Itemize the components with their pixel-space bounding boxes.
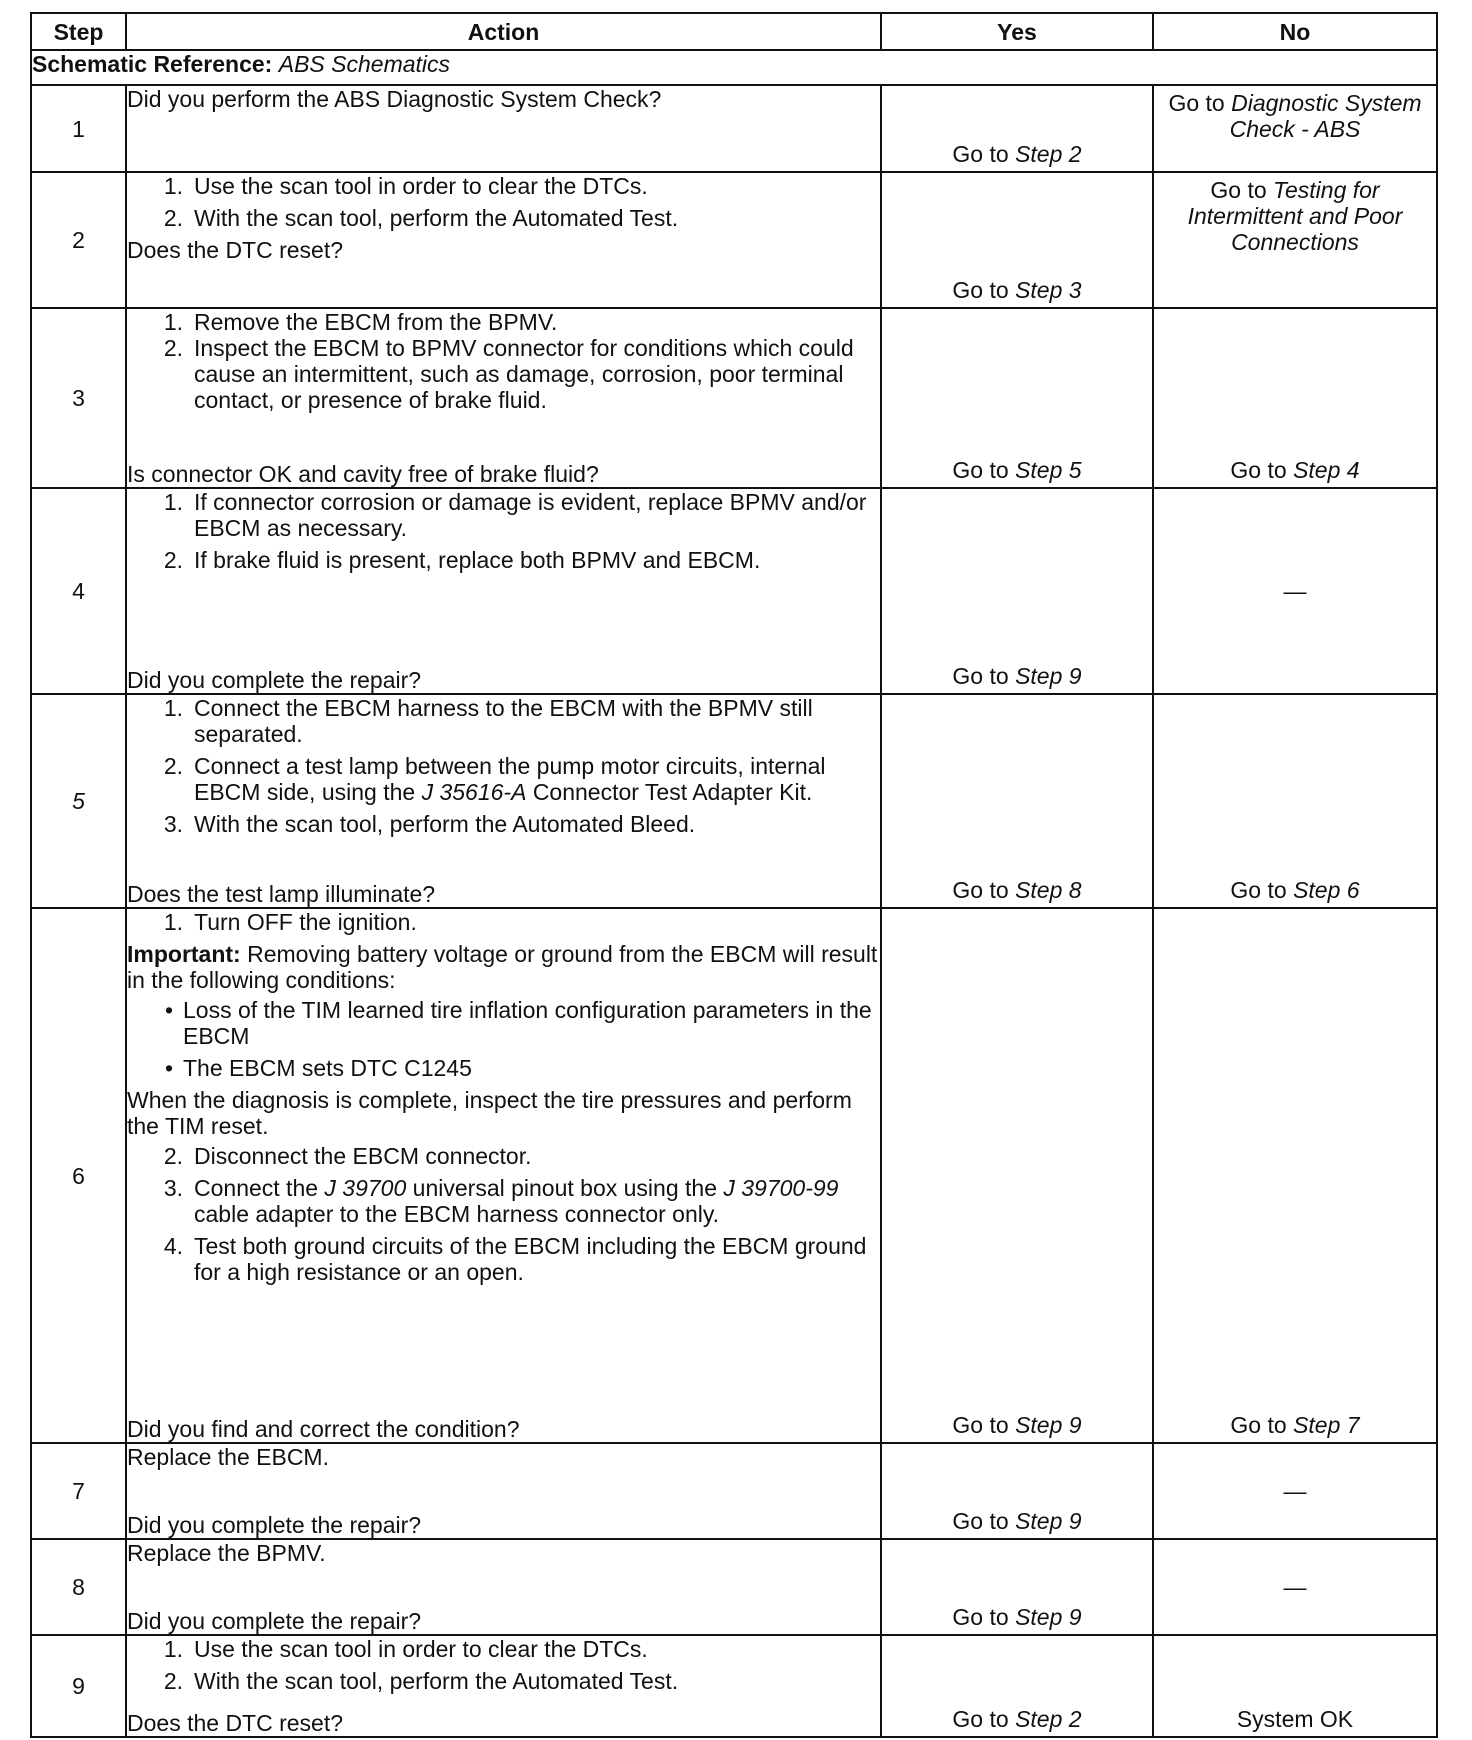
important-note: Important: Removing battery voltage or ground from the EBCM will result in the following conditions: [127,941,878,993]
list-item: 3. With the scan tool, perform the Automated Bleed. [163,811,696,837]
question-text: Did you perform the ABS Diagnostic System Check? [127,86,662,112]
no-cell [1153,1635,1437,1737]
yes-cell [881,1539,1153,1635]
schematic-row [31,50,1437,85]
list-item: 3. Connect the J 39700 universal pinout box using the J 39700-99 cable adapter to the EBCM harness connector only. [163,1175,839,1227]
no-goto[interactable] [1162,90,1428,142]
list-item: 2. Connect a test lamp between the pump motor circuits, internal EBCM side, using the J 35616-A Connector Test Adapter Kit. [163,753,826,805]
no-cell [1153,1443,1437,1539]
na-dash: — [1283,578,1307,604]
no-goto[interactable]: Go to Step 7 [1230,1412,1360,1438]
step-number: 5 [31,694,126,908]
header-no: No [1153,13,1437,50]
list-item: 1. Turn OFF the ignition. [163,909,417,935]
na-dash: — [1283,1574,1307,1600]
yes-cell [881,908,1153,1443]
table-row [31,1635,1437,1737]
tool-reference: J 39700-99 [723,1175,839,1201]
list-item: 2. If brake fluid is present, replace both BPMV and EBCM. [163,547,761,573]
action-cell [126,694,881,908]
list-item: 2. With the scan tool, perform the Automated Test. [163,205,679,231]
no-cell [1153,694,1437,908]
yes-cell [881,488,1153,694]
yes-goto[interactable]: Go to Step 8 [952,877,1082,903]
step-number: 9 [31,1635,126,1737]
na-dash: — [1283,1478,1307,1504]
no-goto[interactable]: Go to Step 4 [1230,457,1360,483]
table-row [31,85,1437,172]
table-row [31,1443,1437,1539]
action-cell [126,1539,881,1635]
yes-cell [881,694,1153,908]
list-item: 2. Inspect the EBCM to BPMV connector for conditions which could cause an intermittent, such as damage, corrosion, poor terminal contact, or presence of brake fluid. [163,335,854,413]
yes-goto[interactable] [890,141,1144,167]
header-action: Action [126,13,881,50]
list-item: 1. Use the scan tool in order to clear the DTCs. [163,173,648,199]
no-cell [1153,308,1437,488]
action-cell [126,1635,881,1737]
no-cell [1153,1539,1437,1635]
yes-goto[interactable]: Go to Step 9 [952,1604,1082,1630]
list-item: 1. If connector corrosion or damage is evident, replace BPMV and/or EBCM as necessary. [163,489,867,541]
list-item: 2. Disconnect the EBCM connector. [163,1143,532,1169]
no-cell [1153,172,1437,308]
action-cell [126,1443,881,1539]
table-row [31,908,1437,1443]
step-number: 2 [31,172,126,308]
goto-target: Step 2 [1015,141,1082,167]
question-text: Did you complete the repair? [127,1512,422,1538]
bullet-item: • The EBCM sets DTC C1245 [164,1055,472,1081]
action-cell [126,172,881,308]
table-row [31,308,1437,488]
question-text: Is connector OK and cavity free of brake fluid? [127,461,599,487]
no-cell [1153,908,1437,1443]
schematic-label: Schematic Reference: [32,51,273,77]
note-text: When the diagnosis is complete, inspect the tire pressures and perform the TIM reset. [127,1087,852,1139]
yes-goto[interactable]: Go to Step 5 [952,457,1082,483]
no-cell [1153,488,1437,694]
table-row [31,172,1437,308]
no-goto[interactable]: Go to Step 6 [1230,877,1360,903]
goto-target: Diagnostic System Check - ABS [1229,90,1422,142]
list-item: 1. Remove the EBCM from the BPMV. [163,309,558,335]
tool-reference: J 39700 [324,1175,407,1201]
action-cell [126,908,881,1443]
tool-reference: J 35616-A [421,779,527,805]
question-text: Did you complete the repair? [127,1608,422,1634]
yes-cell [881,172,1153,308]
instruction-text: Replace the BPMV. [127,1540,326,1566]
yes-goto[interactable]: Go to Step 9 [952,663,1082,689]
yes-cell [881,308,1153,488]
list-item: 1. Connect the EBCM harness to the EBCM with the BPMV still separated. [163,695,813,747]
no-cell [1153,85,1437,172]
step-number: 3 [31,308,126,488]
diagnostic-table [30,12,1438,1738]
yes-goto[interactable]: Go to Step 2 [952,1706,1082,1732]
no-goto[interactable]: Go to Testing for Intermittent and Poor Connections [1187,177,1403,255]
question-text: Did you find and correct the condition? [127,1416,520,1442]
list-item: 1. Use the scan tool in order to clear the DTCs. [163,1636,648,1662]
step-number: 7 [31,1443,126,1539]
action-cell [126,85,881,172]
list-item: 4. Test both ground circuits of the EBCM including the EBCM ground for a high resistance or an open. [163,1233,867,1285]
table-row [31,1539,1437,1635]
goto-label: Go to [952,141,1009,167]
bullet-item: • Loss of the TIM learned tire inflation configuration parameters in the EBCM [164,997,872,1049]
yes-goto[interactable]: Go to Step 9 [952,1412,1082,1438]
step-number: 4 [31,488,126,694]
step-number: 8 [31,1539,126,1635]
goto-label: Go to [1168,90,1225,116]
question-text: Does the DTC reset? [127,237,344,263]
action-cell [126,308,881,488]
schematic-link[interactable]: ABS Schematics [278,51,451,77]
question-text: Does the DTC reset? [127,1710,344,1736]
instruction-text: Replace the EBCM. [127,1444,329,1470]
table-row [31,694,1437,908]
header-yes: Yes [881,13,1153,50]
question-text: Did you complete the repair? [127,667,422,693]
header-row [31,13,1437,50]
table-row [31,488,1437,694]
header-step: Step [31,13,126,50]
yes-cell [881,1443,1153,1539]
yes-cell [881,85,1153,172]
schematic-reference [31,50,1437,85]
step-number: 1 [31,85,126,172]
yes-goto[interactable]: Go to Step 3 [952,277,1082,303]
system-ok-text: System OK [1236,1706,1354,1732]
yes-goto[interactable]: Go to Step 9 [952,1508,1082,1534]
question-text: Does the test lamp illuminate? [127,881,436,907]
list-item: 2. With the scan tool, perform the Automated Test. [163,1668,679,1694]
step-number: 6 [31,908,126,1443]
action-cell [126,488,881,694]
yes-cell [881,1635,1153,1737]
